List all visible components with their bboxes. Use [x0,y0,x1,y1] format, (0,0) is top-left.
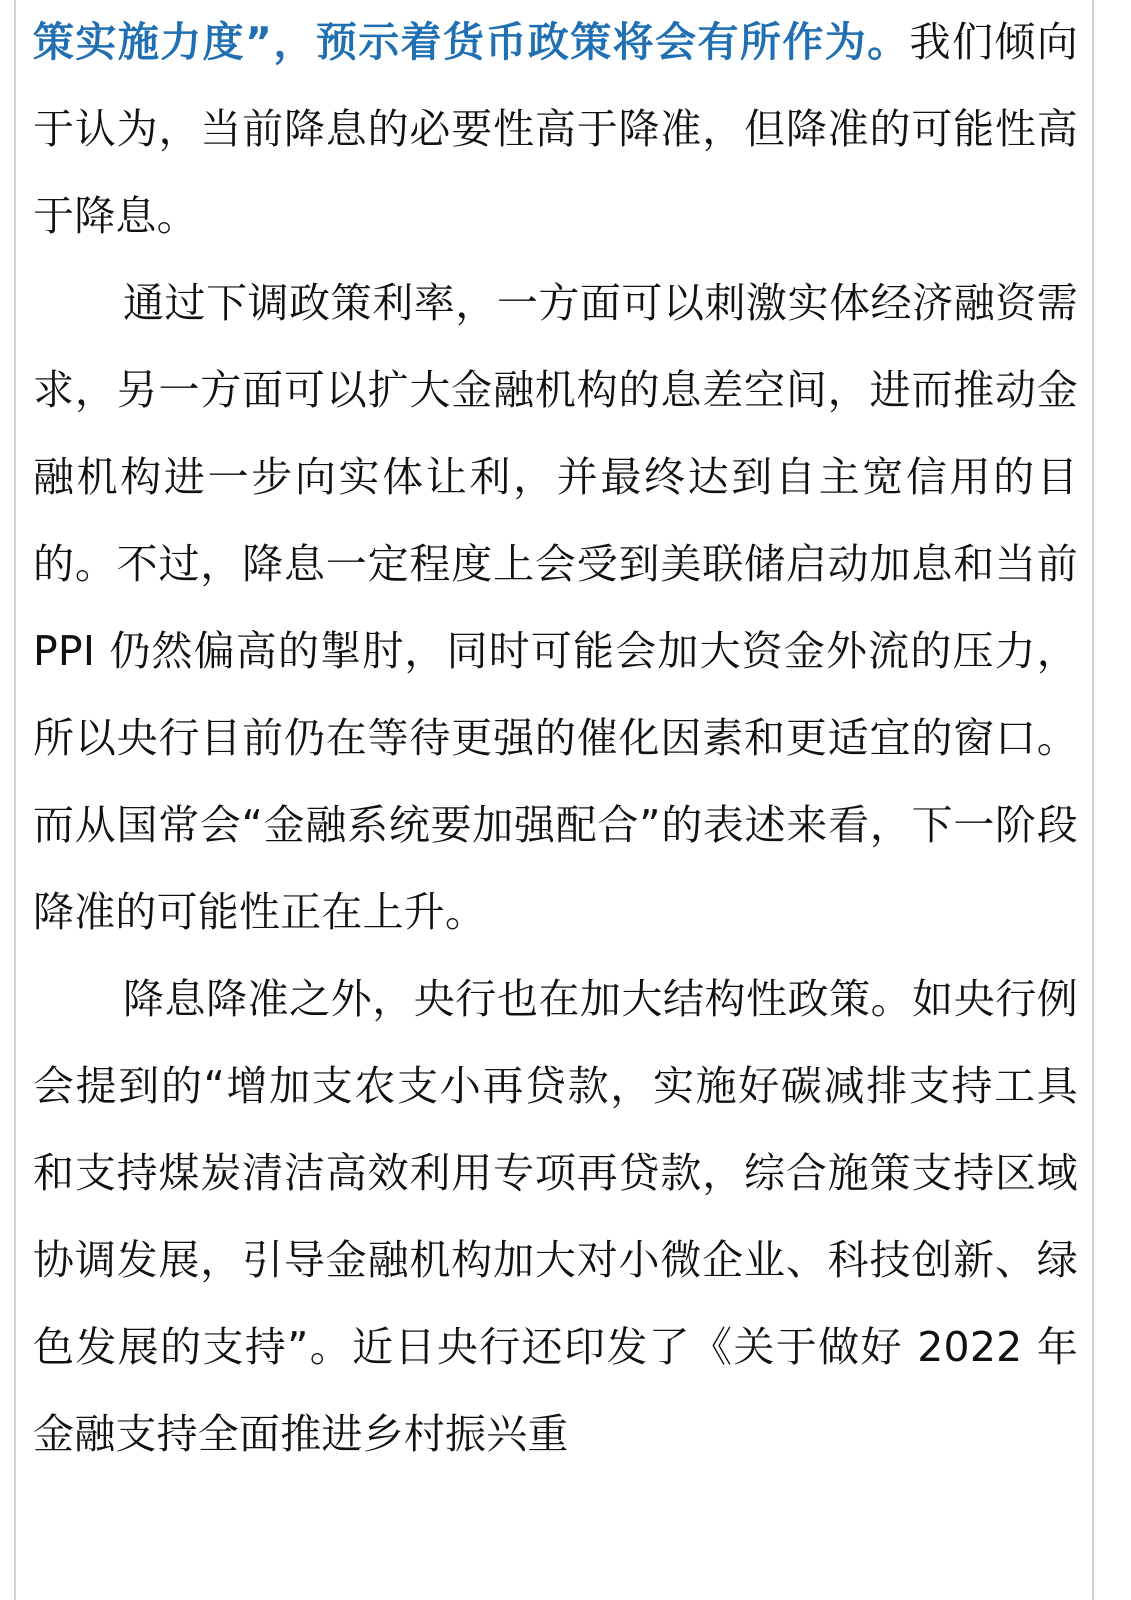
paragraph-policy-outlook [33,0,1078,260]
paragraph-text: 我们倾向于认为，当前降息的必要性高于降准，但降准的可能性高于降息。 [33,18,1078,240]
highlighted-text: 策实施力度”，预示着货币政策将会有所作为。 [33,18,910,66]
paragraph-structural-policy: 降息降准之外，央行也在加大结构性政策。如央行例会提到的“增加支农支小再贷款，实施好碳减排支持工具和支持煤炭清洁高效利用专项再贷款，综合施策支持区域协调发展，引导金融机构加大对小微企业、科技创新、绿色发展的支持”。近日央行还印发了《关于做好 2022 年金融支持全面推进乡村振兴重 [33,975,1078,1458]
article-body [33,0,1078,1478]
right-border [1092,0,1094,1600]
paragraph-rate-cut-analysis: 通过下调政策利率，一方面可以刺激实体经济融资需求，另一方面可以扩大金融机构的息差空间，进而推动金融机构进一步向实体让利，并最终达到自主宽信用的目的。不过，降息一定程度上会受到美联储启动加息和当前 PPI 仍然偏高的掣肘，同时可能会加大资金外流的压力，所以央行目前仍在等待更强的催化因素和更适宜的窗口。而从国常会“金融系统要加强配合”的表述来看，下一阶段降准的可能性正在上升。 [33,279,1078,936]
left-border [14,0,16,1600]
